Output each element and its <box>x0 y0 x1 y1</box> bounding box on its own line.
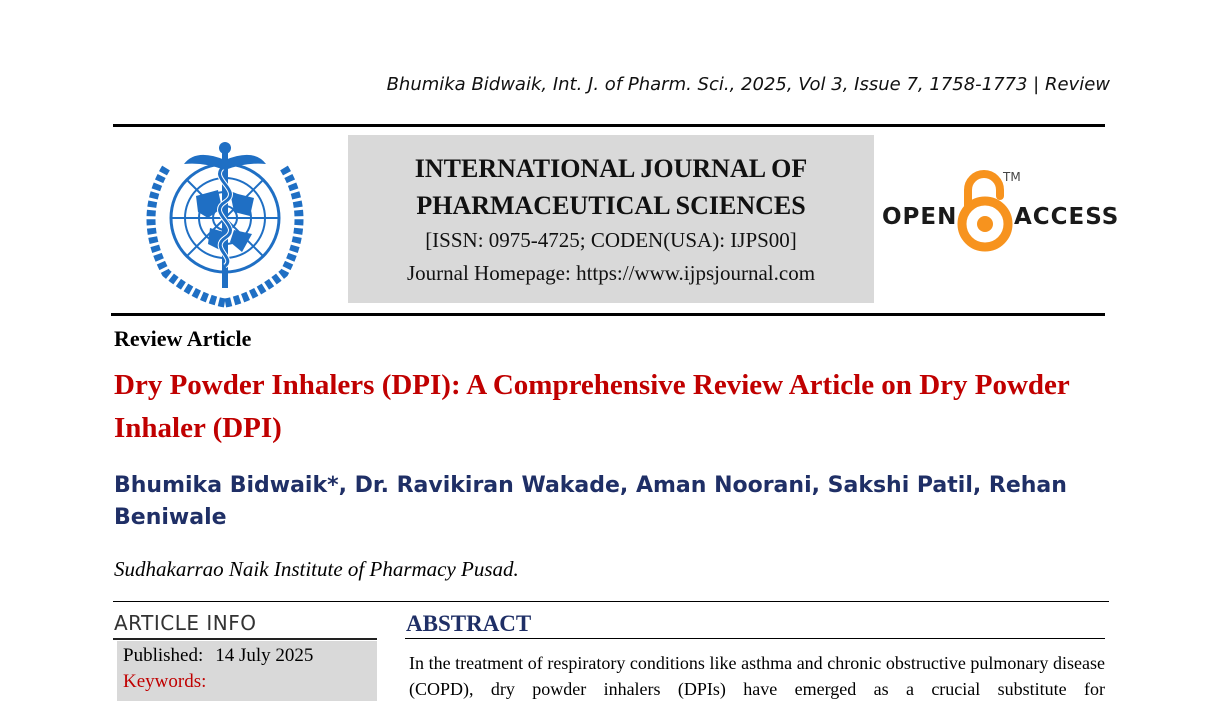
open-access-access-text: ACCESS <box>1014 204 1120 230</box>
section-divider <box>113 601 1109 602</box>
article-info-rule <box>113 638 377 640</box>
article-info-heading: ARTICLE INFO <box>114 611 257 635</box>
author-affiliation: Sudhakarrao Naik Institute of Pharmacy Pusad. <box>114 557 519 581</box>
keywords-label: Keywords: <box>123 671 207 692</box>
header-rule-top <box>113 124 1105 127</box>
trademark-mark: TM <box>1003 170 1021 184</box>
article-info-box <box>117 641 377 701</box>
abstract-rule <box>405 638 1105 639</box>
header-rule-bottom <box>111 313 1105 316</box>
journal-banner <box>348 135 874 303</box>
journal-homepage: Journal Homepage: https://www.ijpsjournal.com <box>406 261 816 285</box>
abstract-heading: ABSTRACT <box>406 611 532 636</box>
un-emblem-logo <box>126 138 324 308</box>
article-authors: Bhumika Bidwaik*, Dr. Ravikiran Wakade, Aman Noorani, Sakshi Patil, Rehan Beniwale <box>114 473 1067 530</box>
journal-title <box>348 150 874 224</box>
published-row <box>123 645 313 667</box>
journal-issn: [ISSN: 0975-4725; CODEN(USA): IJPS00] <box>425 228 797 252</box>
open-access-logo <box>880 168 1120 252</box>
published-label: Published: <box>123 645 204 666</box>
article-title: Dry Powder Inhalers (DPI): A Comprehensive Review Article on Dry Powder Inhaler (DPI) <box>114 369 1070 444</box>
journal-title-line1: INTERNATIONAL JOURNAL OF <box>414 154 808 183</box>
open-access-open-text: OPEN <box>882 204 958 230</box>
citation-header: Bhumika Bidwaik, Int. J. of Pharm. Sci., 2025, Vol 3, Issue 7, 1758-1773 | Review <box>386 74 1110 95</box>
published-date: 14 July 2025 <box>215 645 314 666</box>
abstract-text: In the treatment of respiratory conditions like asthma and chronic obstructive pulmonary disease (COPD), dry powder inhalers (DPIs) have emerged as a crucial substitute for <box>409 653 1105 699</box>
article-type: Review Article <box>114 326 252 351</box>
journal-title-line2: PHARMACEUTICAL SCIENCES <box>416 191 806 220</box>
